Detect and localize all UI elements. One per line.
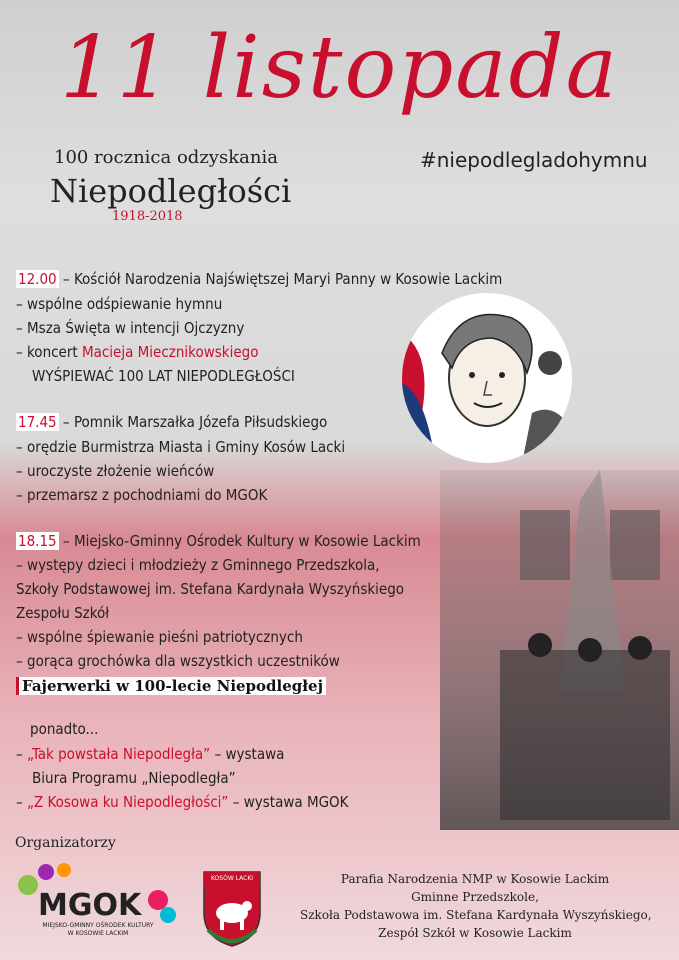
event-3-header — [16, 532, 421, 550]
event-3-item: – występy dzieci i młodzieży z Gminnego Przedszkola, — [16, 556, 380, 574]
partner-item: Parafia Narodzenia NMP w Kosowie Lackim — [340, 872, 610, 886]
event-2-item: – orędzie Burmistrza Miasta i Gminy Kosów Lacki — [16, 438, 346, 456]
exhibition-1-title: „Tak powstała Niepodległa” — [27, 745, 211, 763]
mgok-logo — [8, 860, 188, 950]
kosow-crest — [200, 868, 264, 948]
extra-label: ponadto... — [30, 720, 99, 738]
concert-prefix: – koncert — [16, 343, 82, 361]
singer-portrait-image — [402, 293, 572, 463]
poster-title: 11 listopada — [60, 18, 619, 118]
event-1-item: – wspólne odśpiewanie hymnu — [16, 295, 223, 313]
event-3-item: Zespołu Szkół — [16, 604, 110, 622]
partner-item: Gminne Przedszkole, — [411, 890, 539, 904]
exhibition-1: – „Tak powstała Niepodległa” – wystawa — [16, 745, 285, 763]
hashtag: #niepodlegladohymnu — [420, 148, 648, 172]
exhibition-2: – „Z Kosowa ku Niepodległości” – wystawa MGOK — [16, 793, 349, 811]
years-range: 1918-2018 — [112, 209, 183, 224]
fireworks-highlight — [16, 676, 326, 695]
performer-name: Macieja Miecznikowskiego — [81, 343, 259, 361]
fireworks-text: Fajerwerki w 100-lecie Niepodległej — [16, 677, 326, 695]
partner-item: Szkoła Podstawowa im. Stefana Kardynała Wyszyńskiego, — [300, 908, 652, 922]
organizers-label: Organizatorzy — [15, 835, 116, 851]
exhibition-2-rest: – wystawa MGOK — [228, 793, 349, 811]
event-2-place: – Pomnik Marszałka Józefa Piłsudskiego — [58, 413, 328, 431]
event-1-place: – Kościół Narodzenia Najświętszej Maryi Panny w Kosowie Lackim — [58, 270, 503, 288]
historic-photo — [440, 470, 679, 830]
independence-heading: Niepodległości — [50, 172, 292, 210]
event-2-header — [16, 413, 327, 431]
mgok-logo-text: MGOK — [38, 888, 142, 923]
mgok-logo-sub1: MIEJSKO-GMINNY OŚRODEK KULTURY — [42, 922, 154, 929]
partner-item: Zespół Szkół w Kosowie Lackim — [378, 926, 572, 940]
exhibition-2-title: „Z Kosowa ku Niepodległości” — [27, 793, 229, 811]
partner-list — [300, 870, 650, 942]
event-3-place: – Miejsko-Gminny Ośrodek Kultury w Kosowie Lackim — [58, 532, 421, 550]
concert-title: WYŚPIEWAĆ 100 LAT NIEPODLEGŁOŚCI — [32, 367, 295, 385]
event-1-item: – Msza Święta w intencji Ojczyzny — [16, 319, 245, 337]
mgok-logo-sub2: W KOSOWIE LACKIM — [67, 930, 129, 937]
crest-text: KOSÓW LACKI — [210, 875, 254, 882]
event-2-item: – przemarsz z pochodniami do MGOK — [16, 486, 268, 504]
event-1-time: 12.00 — [18, 270, 57, 288]
exhibition-1-organizer: Biura Programu „Niepodległa” — [32, 769, 236, 787]
event-3-item: – gorąca grochówka dla wszystkich uczestników — [16, 652, 340, 670]
event-2-time: 17.45 — [18, 413, 57, 431]
event-1-header — [16, 270, 502, 288]
anniversary-subtitle: 100 rocznica odzyskania — [54, 147, 278, 168]
event-3-item: – wspólne śpiewanie pieśni patriotycznych — [16, 628, 303, 646]
event-2-item: – uroczyste złożenie wieńców — [16, 462, 215, 480]
event-3-time: 18.15 — [18, 532, 57, 550]
event-1-item — [16, 343, 258, 361]
event-3-item: Szkoły Podstawowej im. Stefana Kardynała Wyszyńskiego — [16, 580, 405, 598]
exhibition-1-rest: – wystawa — [210, 745, 285, 763]
